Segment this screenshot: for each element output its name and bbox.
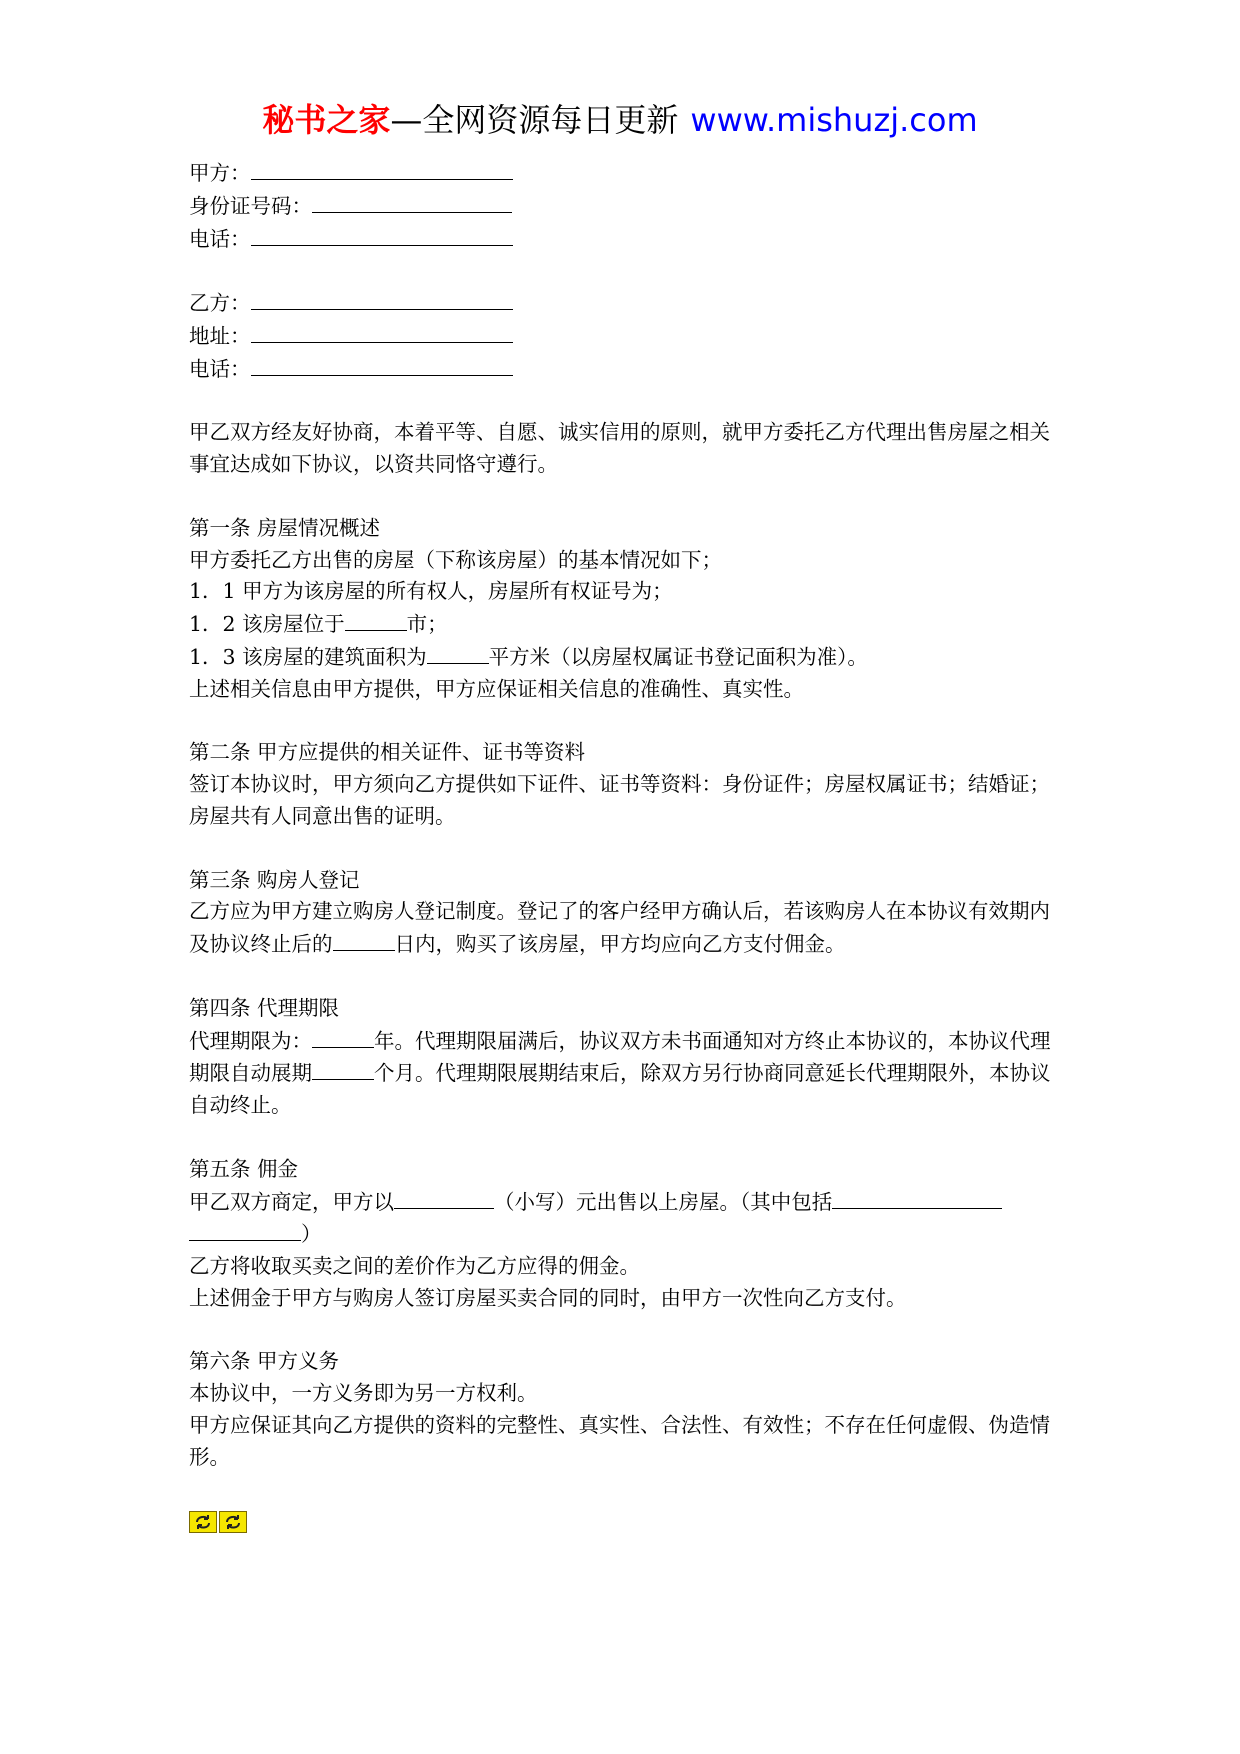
article-5-p1-suffix: ） bbox=[301, 1222, 322, 1247]
article-1 bbox=[189, 513, 1059, 706]
city-blank[interactable] bbox=[345, 608, 407, 631]
article-2-p1: 签订本协议时，甲方须向乙方提供如下证件、证书等资料：身份证件；房屋权属证书；结婚证；房屋共有人同意出售的证明。 bbox=[189, 772, 1050, 828]
article-1-title: 第一条 房屋情况概述 bbox=[189, 515, 381, 540]
intro-paragraph: 甲乙双方经友好协商，本着平等、自愿、诚实信用的原则，就甲方委托乙方代理出售房屋之相关事宜达成如下协议，以资共同恪守遵行。 bbox=[189, 420, 1050, 477]
party-a-id-label: 身份证号码： bbox=[189, 193, 312, 218]
article-4 bbox=[189, 993, 1059, 1122]
article-5-title: 第五条 佣金 bbox=[189, 1156, 299, 1181]
party-a-phone-label: 电话： bbox=[189, 226, 251, 251]
article-4-p1-suffix: 个月。代理期限展期结束后，除双方另行协商同意延长代理期限外，本协议自动终止。 bbox=[189, 1061, 1051, 1118]
article-3-p1-suffix: 日内，购买了该房屋，甲方均应向乙方支付佣金。 bbox=[394, 932, 846, 957]
party-a-id-line bbox=[189, 190, 1059, 223]
article-6-title: 第六条 甲方义务 bbox=[189, 1349, 340, 1374]
area-blank[interactable] bbox=[427, 641, 489, 664]
price-blank[interactable] bbox=[394, 1186, 494, 1209]
article-5-p2: 乙方将收取买卖之间的差价作为乙方应得的佣金。 bbox=[189, 1254, 640, 1279]
article-3-p1 bbox=[189, 896, 1059, 961]
article-6-p1: 本协议中，一方义务即为另一方权利。 bbox=[189, 1381, 538, 1406]
party-a-name-label: 甲方： bbox=[189, 161, 251, 185]
party-a-id-blank[interactable] bbox=[312, 190, 512, 213]
article-1-p3 bbox=[189, 608, 1059, 641]
article-3 bbox=[189, 865, 1059, 961]
months-blank[interactable] bbox=[312, 1057, 374, 1080]
party-a-name-line bbox=[189, 157, 1059, 190]
party-b-name-blank[interactable] bbox=[251, 287, 513, 310]
party-b-address-label: 地址： bbox=[189, 323, 251, 348]
site-header bbox=[0, 100, 1240, 140]
article-4-title: 第四条 代理期限 bbox=[189, 995, 340, 1020]
article-2-title: 第二条 甲方应提供的相关证件、证书等资料 bbox=[189, 740, 586, 765]
party-b-name-label: 乙方： bbox=[189, 291, 251, 316]
site-slogan: —全网资源每日更新 bbox=[390, 101, 679, 139]
site-url-link[interactable]: www.mishuzj.com bbox=[690, 101, 978, 139]
site-brand: 秘书之家 bbox=[262, 101, 391, 139]
party-b-phone-blank[interactable] bbox=[251, 353, 513, 376]
article-1-p4-text: 1．3 该房屋的建筑面积为 bbox=[189, 644, 427, 669]
article-6-p2: 甲方应保证其向乙方提供的资料的完整性、真实性、合法性、有效性；不存在任何虚假、伪造情形。 bbox=[189, 1413, 1050, 1469]
article-4-p1-text: 代理期限为： bbox=[189, 1028, 312, 1053]
party-b-address-blank[interactable] bbox=[251, 320, 513, 343]
article-1-p2: 1．1 甲方为该房屋的所有权人，房屋所有权证号为； bbox=[189, 579, 673, 604]
includes-blank-1[interactable] bbox=[832, 1186, 1002, 1209]
article-1-p3-text: 1．2 该房屋位于 bbox=[189, 612, 345, 637]
article-4-p1 bbox=[189, 1025, 1059, 1122]
party-b-address-line bbox=[189, 320, 1059, 353]
party-a-name-blank[interactable] bbox=[251, 157, 513, 180]
article-1-p5: 上述相关信息由甲方提供，甲方应保证相关信息的准确性、真实性。 bbox=[189, 676, 804, 701]
article-5-p1-mid: （小写）元出售以上房屋。（其中包括 bbox=[494, 1189, 833, 1214]
article-3-title: 第三条 购房人登记 bbox=[189, 867, 360, 892]
article-1-p4-suffix: 平方米（以房屋权属证书登记面积为准）。 bbox=[488, 644, 868, 669]
includes-blank-2[interactable] bbox=[189, 1218, 301, 1241]
article-5 bbox=[189, 1154, 1059, 1315]
party-a-phone-blank[interactable] bbox=[251, 223, 513, 246]
party-b-name-line bbox=[189, 287, 1059, 320]
page-nav-icon[interactable] bbox=[189, 1511, 217, 1533]
party-a-phone-line bbox=[189, 223, 1059, 256]
page-nav-icons bbox=[189, 1511, 1059, 1533]
agreement-body bbox=[189, 157, 1059, 1533]
days-blank[interactable] bbox=[333, 928, 395, 951]
years-blank[interactable] bbox=[312, 1025, 374, 1048]
article-1-p4 bbox=[189, 641, 1059, 674]
page-nav-icon[interactable] bbox=[219, 1511, 247, 1533]
article-2 bbox=[189, 737, 1059, 832]
article-1-p3-suffix: 市； bbox=[406, 612, 448, 637]
article-3-p1-text: 乙方应为甲方建立购房人登记制度。登记了的客户经甲方确认后，若该购房人在本协议有效期内及协议终止后的 bbox=[189, 899, 1050, 957]
party-b-phone-line bbox=[189, 353, 1059, 386]
article-5-p1 bbox=[189, 1186, 1059, 1252]
party-b-phone-label: 电话： bbox=[189, 356, 251, 381]
article-1-p1: 甲方委托乙方出售的房屋（下称该房屋）的基本情况如下； bbox=[189, 547, 722, 572]
party-b-block bbox=[189, 287, 1059, 385]
article-4-p1-mid: 年。代理期限届满后，协议双方未书面通知对方终止本协议的，本协议代理期限自动展期 bbox=[189, 1028, 1051, 1086]
party-a-block bbox=[189, 157, 1059, 255]
article-5-p3: 上述佣金于甲方与购房人签订房屋买卖合同的同时，由甲方一次性向乙方支付。 bbox=[189, 1285, 907, 1310]
article-6 bbox=[189, 1346, 1059, 1473]
article-5-p1-text: 甲乙双方商定，甲方以 bbox=[189, 1189, 394, 1214]
